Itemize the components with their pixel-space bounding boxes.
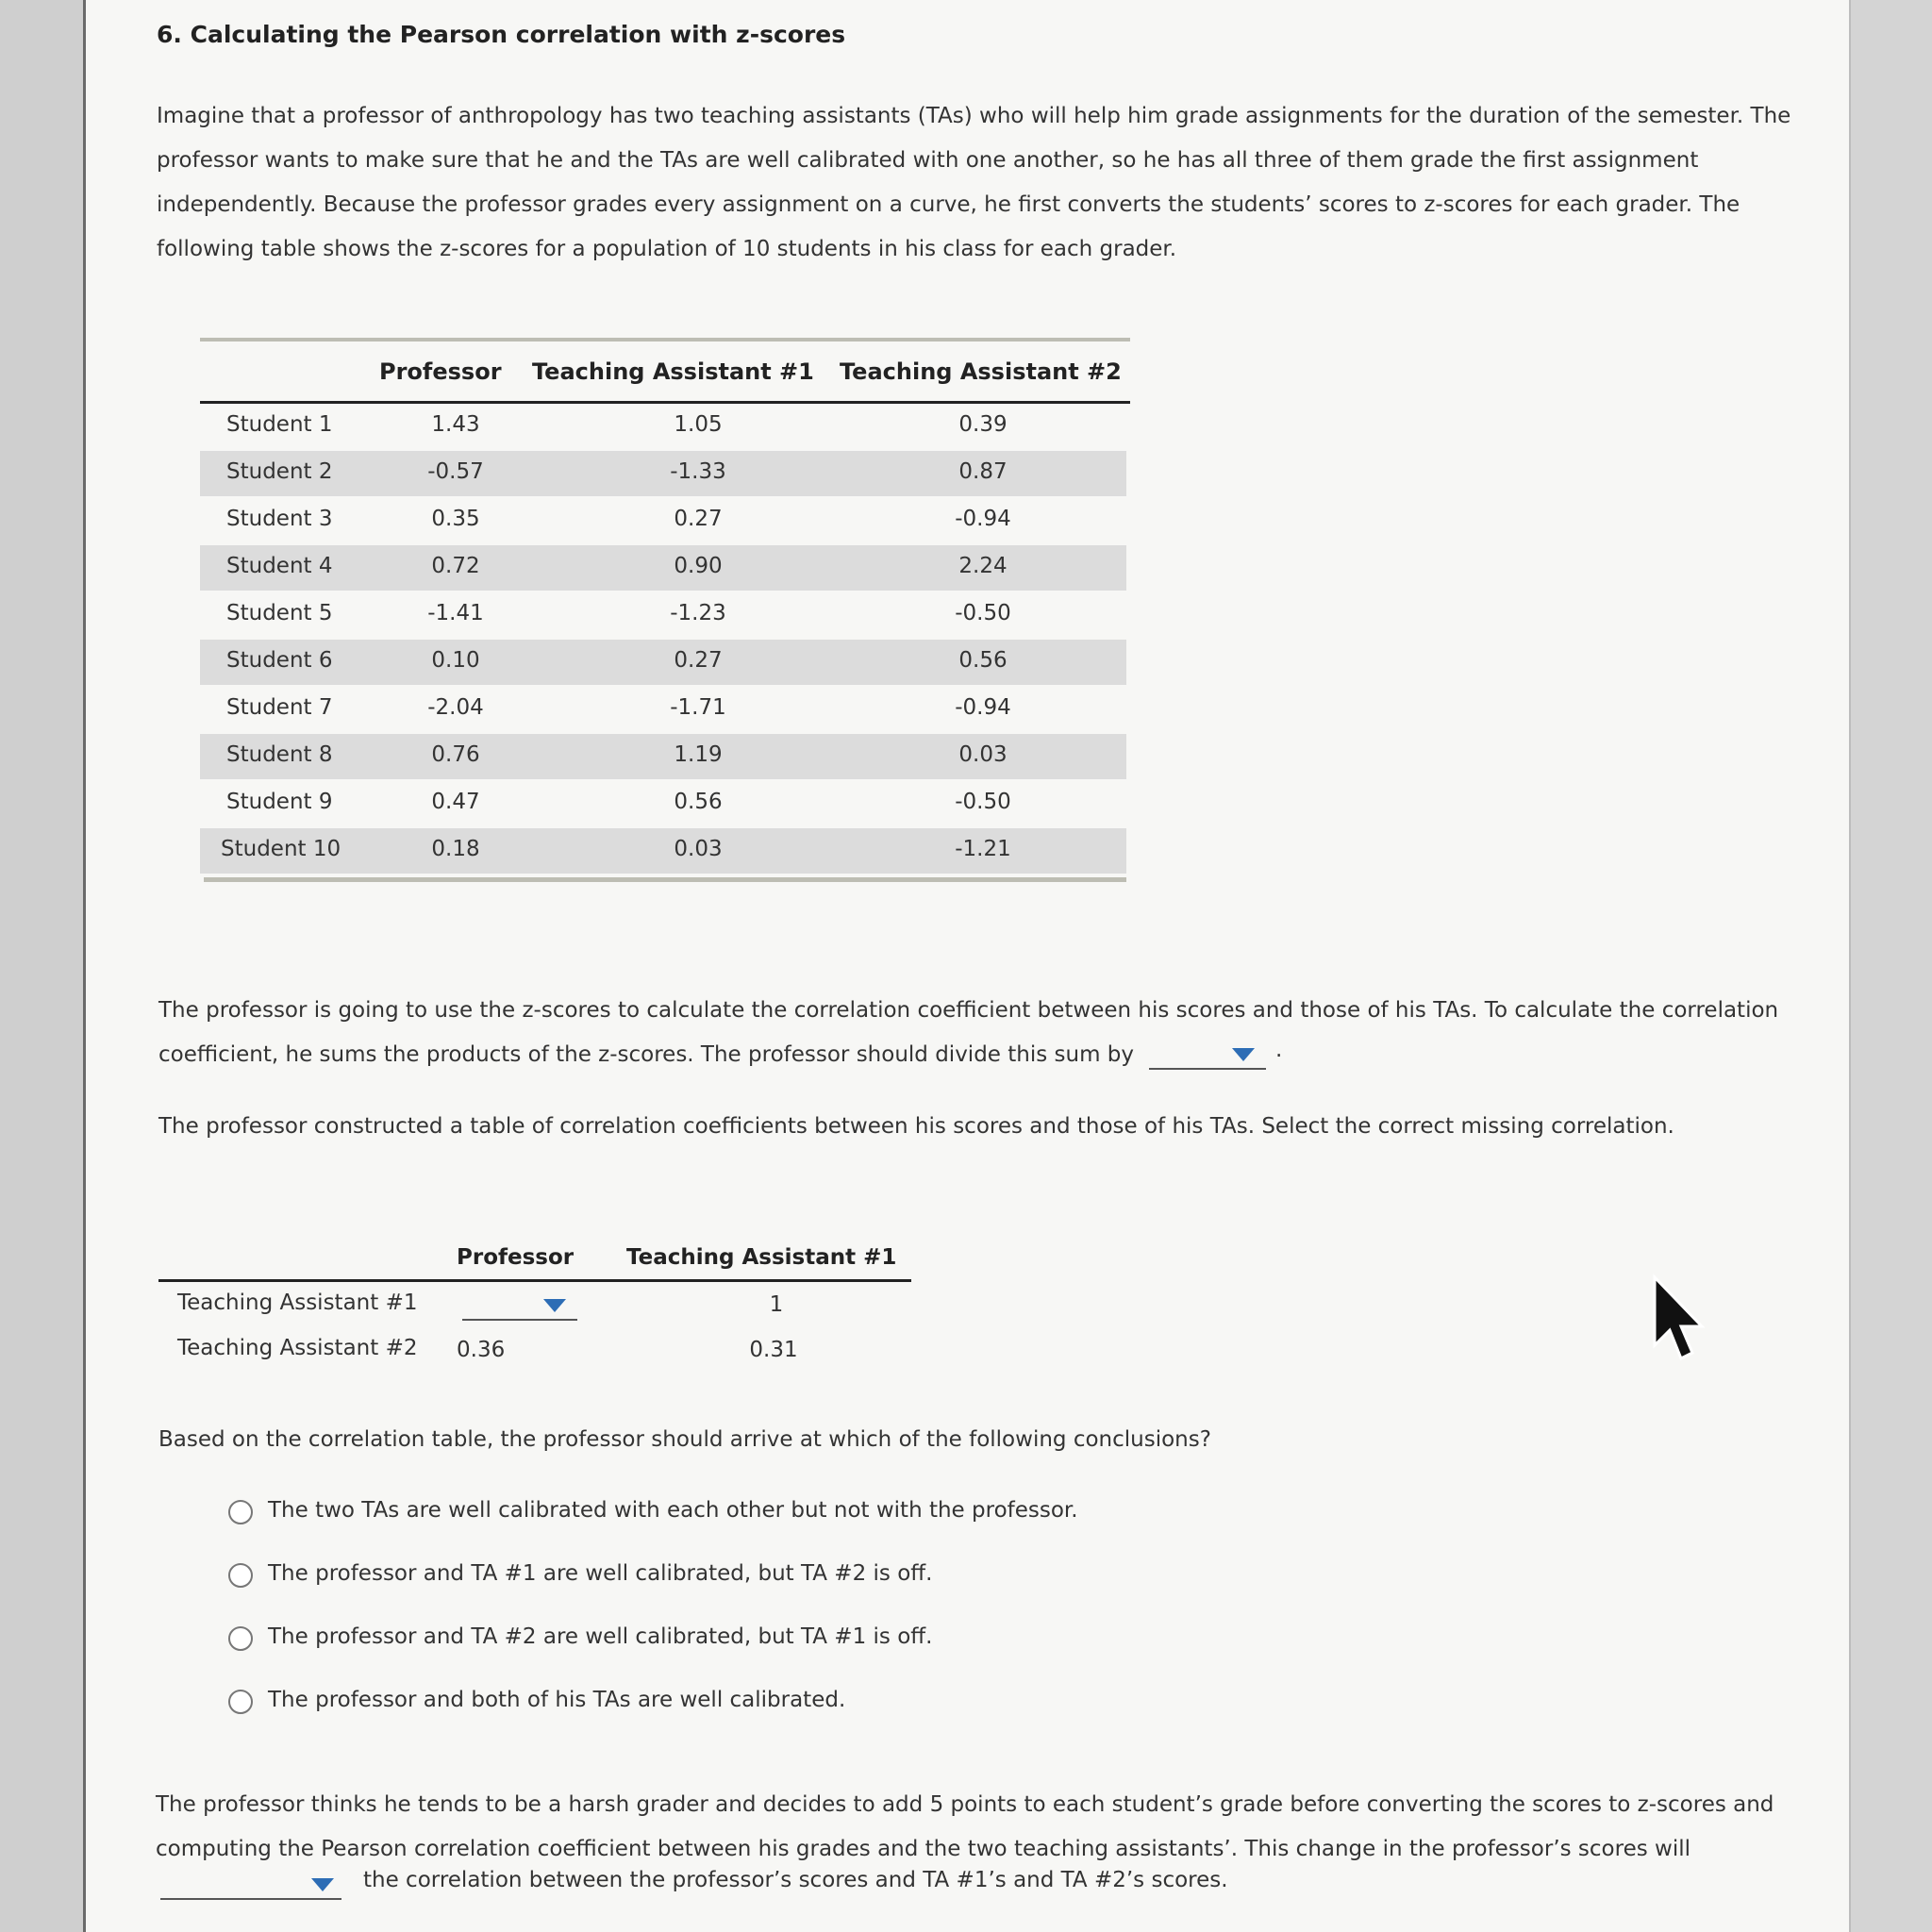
option-label: The two TAs are well calibrated with each other but not with the professor. [268,1498,1078,1523]
ta2-z: -0.50 [955,601,1011,625]
corr-ta1-ta2-value: 0.31 [749,1338,798,1362]
harsh-grader-tail-text: the correlation between the professor’s scores and TA #1’s and TA #2’s scores. [363,1868,1228,1892]
sentence-period: . [1275,1038,1283,1062]
ta1-z: -1.23 [670,601,726,625]
ta1-z: 0.27 [674,507,723,531]
question-title: 6. Calculating the Pearson correlation with z-scores [157,21,846,48]
correlation-table-intro: The professor constructed a table of correlation coefficients between his scores and those of his TAs. Select the correct missing correlation. [158,1114,1674,1139]
student-name: Student 1 [226,412,333,437]
table-row [200,828,1126,874]
ta1-z: 0.03 [674,837,723,861]
radio-button[interactable] [228,1690,253,1714]
table-row [200,592,1126,638]
corr-header-professor: Professor [457,1245,575,1270]
student-name: Student 5 [226,601,333,625]
ta1-z: 0.90 [674,554,723,578]
table-row [200,404,1126,449]
header-ta2: Teaching Assistant #2 [840,358,1122,385]
radio-button[interactable] [228,1626,253,1651]
missing-correlation-dropdown[interactable] [462,1289,577,1321]
student-name: Student 2 [226,459,333,484]
ta2-z: -1.21 [955,837,1011,861]
table-row [200,687,1126,732]
table-row [200,498,1126,543]
professor-z: 0.18 [431,837,480,861]
ta1-z: -1.33 [670,459,726,484]
option-label: The professor and TA #2 are well calibrated, but TA #1 is off. [268,1624,933,1649]
divide-question-text: The professor is going to use the z-scores to calculate the correlation coefficient between his scores and those of his TAs. To calculate the correlation coefficient, he sums the products of the z-scores. The professor should divide this sum by [158,998,1779,1067]
ta1-z: 0.27 [674,648,723,673]
table-row [200,781,1126,826]
radio-button[interactable] [228,1563,253,1588]
dropdown-arrow-icon [1232,1048,1255,1061]
radio-button[interactable] [228,1500,253,1524]
ta1-z: 0.56 [674,790,723,814]
student-name: Student 3 [226,507,333,531]
ta2-z: -0.94 [955,695,1011,720]
intro-paragraph: Imagine that a professor of anthropology has two teaching assistants (TAs) who will help him grade assignments for the duration of the semester. The professor wants to make sure that he and the TAs are well calibrated with one another, so he has all three of them grade the first assignment independently. Because the professor grades every assignment on a curve, he first converts the students’ scores to z-scores for each grader. The following table shows the z-scores for a population of 10 students in his class for each grader. [157,104,1791,261]
dropdown-arrow-icon [311,1878,334,1891]
dropdown-arrow-icon [543,1299,566,1312]
harsh-grader-text: The professor thinks he tends to be a harsh grader and decides to add 5 points to each student’s grade before converting the scores to z-scores and computing the Pearson correlation coefficient between his grades and the two teaching assistants’. This change in the professor’s scores will [156,1792,1774,1861]
ta2-z: -0.94 [955,507,1011,531]
correlation-change-dropdown[interactable] [160,1868,341,1900]
professor-z: -1.41 [427,601,484,625]
corr-prof-ta2-value: 0.36 [457,1338,506,1362]
corr-row-label-ta1: Teaching Assistant #1 [177,1291,418,1315]
professor-z: 0.47 [431,790,480,814]
student-name: Student 6 [226,648,333,673]
professor-z: -2.04 [427,695,484,720]
divide-by-dropdown[interactable] [1149,1038,1266,1070]
professor-z: 0.76 [431,742,480,767]
corr-header-ta1: Teaching Assistant #1 [626,1245,897,1270]
professor-z: 0.10 [431,648,480,673]
option-label: The professor and both of his TAs are well calibrated. [268,1688,846,1712]
ta1-z: -1.71 [670,695,726,720]
corr-ta1-ta1-value: 1 [769,1292,784,1317]
table-row [200,451,1126,496]
student-name: Student 8 [226,742,333,767]
mouse-pointer-icon [1649,1274,1706,1364]
professor-z: 1.43 [431,412,480,437]
option-label: The professor and TA #1 are well calibrated, but TA #2 is off. [268,1561,933,1586]
student-name: Student 10 [221,837,341,861]
corr-header-rule [158,1279,911,1282]
ta2-z: 0.39 [958,412,1008,437]
conclusion-prompt: Based on the correlation table, the professor should arrive at which of the following conclusions? [158,1427,1211,1452]
ta2-z: -0.50 [955,790,1011,814]
table-row [200,640,1126,685]
student-name: Student 7 [226,695,333,720]
ta2-z: 0.87 [958,459,1008,484]
table-bottom-rule [204,877,1126,882]
professor-z: -0.57 [427,459,484,484]
ta2-z: 0.56 [958,648,1008,673]
left-edge-shadow [0,0,86,1932]
corr-row-label-ta2: Teaching Assistant #2 [177,1336,418,1360]
table-row [200,545,1126,591]
ta1-z: 1.19 [674,742,723,767]
table-row [200,734,1126,779]
header-ta1: Teaching Assistant #1 [532,358,814,385]
student-name: Student 9 [226,790,333,814]
table-top-rule [200,338,1130,341]
professor-z: 0.35 [431,507,480,531]
ta1-z: 1.05 [674,412,723,437]
ta2-z: 0.03 [958,742,1008,767]
ta2-z: 2.24 [958,554,1008,578]
header-professor: Professor [379,358,502,385]
student-name: Student 4 [226,554,333,578]
professor-z: 0.72 [431,554,480,578]
right-edge-margin [1849,0,1932,1932]
